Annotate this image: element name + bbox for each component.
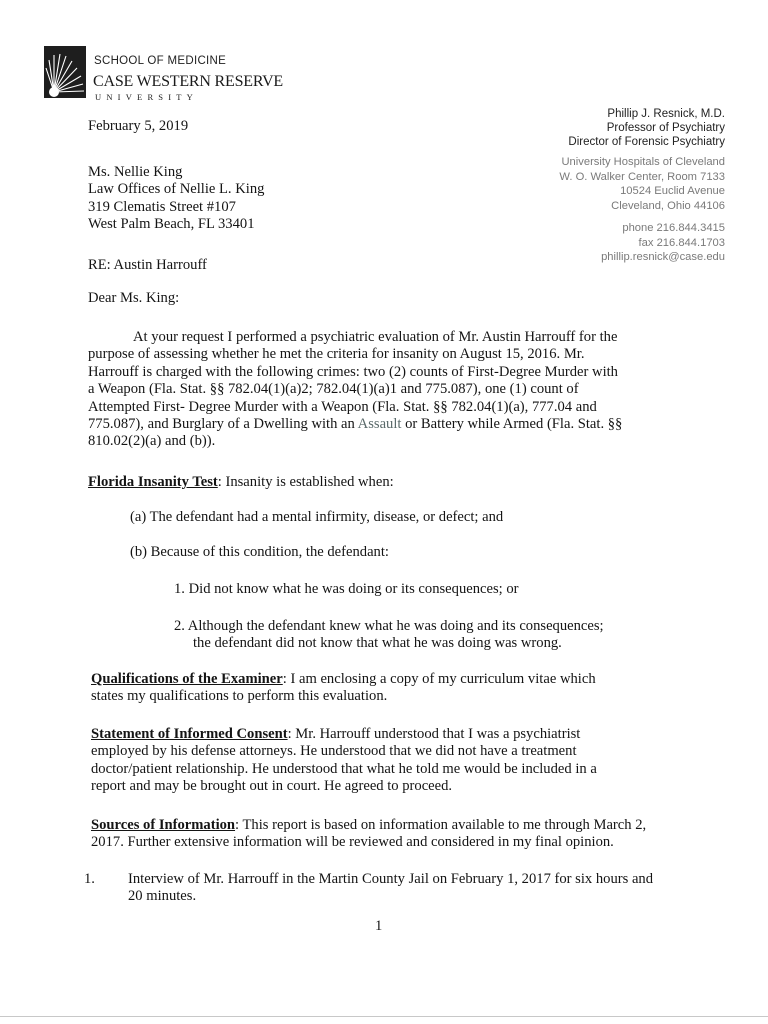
qualifications-text: : I am enclosing a copy of my curriculum vitae which (282, 671, 596, 687)
recipient-line: 319 Clematis Street #107 (88, 198, 236, 215)
sources-line (91, 817, 646, 834)
letterhead-university: UNIVERSITY (95, 92, 198, 102)
sender-phone: phone 216.844.3415 (622, 222, 725, 234)
sender-block (568, 107, 725, 149)
intro-fragment-assault: Assault (357, 416, 402, 433)
intro-line: Attempted First- Degree Murder with a Weapon (Fla. Stat. §§ 782.04(1)(a), 777.04 and (88, 398, 597, 415)
sources-item-line: 20 minutes. (128, 888, 197, 905)
insanity-test-item-2 (174, 618, 604, 653)
sender-email[interactable]: phillip.resnick@case.edu (601, 251, 725, 263)
recipient-line: Law Offices of Nellie L. King (88, 181, 265, 198)
qualifications-heading: Qualifications of the Examiner (91, 671, 283, 687)
insanity-test-item-1: 1. Did not know what he was doing or its consequences; or (174, 581, 519, 597)
qualifications-paragraph (91, 671, 596, 706)
consent-line: employed by his defense attorneys. He understood that we did not have a treatment (91, 743, 577, 760)
intro-line: 810.02(2)(a) and (b)). (88, 433, 216, 450)
item2-line: 2. Although the defendant knew what he was doing and its consequences; (174, 618, 604, 634)
recipient-line: Ms. Nellie King (88, 164, 183, 180)
consent-text: : Mr. Harrouff understood that I was a psychiatrist (287, 726, 581, 742)
sources-line: 2017. Further extensive information will be reviewed and considered in my final opinion. (91, 834, 614, 851)
sources-item-1 (128, 871, 653, 906)
intro-line (88, 416, 622, 433)
intro-line: a Weapon (Fla. Stat. §§ 782.04(1)(a)2; 782.04(1)(a)1 and 775.087), one (1) count of (88, 381, 579, 398)
letter-date: February 5, 2019 (88, 118, 189, 134)
sender-contact (601, 221, 725, 265)
sender-name: Phillip J. Resnick, M.D. (607, 108, 725, 120)
insanity-test-text: : Insanity is established when: (217, 474, 394, 490)
sender-role: Director of Forensic Psychiatry (568, 136, 725, 148)
consent-paragraph (91, 726, 597, 796)
consent-heading: Statement of Informed Consent (91, 726, 288, 742)
sources-paragraph (91, 817, 646, 852)
insanity-test-a: (a) The defendant had a mental infirmity, disease, or defect; and (130, 509, 504, 525)
intro-fragment: or Battery while Armed (Fla. Stat. §§ (401, 416, 623, 433)
consent-line: report and may be brought out in court. He agreed to proceed. (91, 778, 453, 795)
sources-item-number: 1. (84, 871, 95, 887)
sources-text: : This report is based on information available to me through March 2, (235, 817, 647, 833)
sources-heading: Sources of Information (91, 817, 236, 833)
insanity-test-heading: Florida Insanity Test (88, 474, 218, 490)
intro-line: purpose of assessing whether he met the criteria for insanity on August 15, 2016. Mr. (88, 346, 585, 363)
sender-address (559, 155, 725, 213)
insanity-test-heading-line (88, 474, 394, 491)
address-line: Cleveland, Ohio 44106 (611, 199, 725, 212)
address-line: University Hospitals of Cleveland (561, 156, 725, 168)
scan-edge-divider (0, 1016, 768, 1017)
letterhead-school: SCHOOL OF MEDICINE (94, 55, 227, 67)
qualifications-line: states my qualifications to perform this evaluation. (91, 688, 388, 705)
university-logo-icon (44, 46, 86, 98)
consent-line: doctor/patient relationship. He understood that what he told me would be included in a (91, 760, 597, 777)
recipient-block (88, 164, 264, 234)
intro-line: At your request I performed a psychiatric evaluation of Mr. Austin Harrouff for the (133, 329, 618, 345)
recipient-line: West Palm Beach, FL 33401 (88, 216, 255, 233)
address-line: 10524 Euclid Avenue (620, 185, 725, 197)
qualifications-line (91, 671, 596, 688)
sources-item-line: Interview of Mr. Harrouff in the Martin County Jail on February 1, 2017 for six hours and (128, 871, 654, 887)
salutation: Dear Ms. King: (88, 290, 180, 306)
page-number: 1 (375, 918, 383, 934)
re-line: RE: Austin Harrouff (88, 257, 207, 273)
consent-line (91, 726, 597, 743)
letterhead-institution: CASE WESTERN RESERVE (93, 73, 283, 90)
intro-fragment: 775.087), and Burglary of a Dwelling with an (88, 416, 358, 433)
sender-title: Professor of Psychiatry (606, 122, 725, 134)
sender-fax: fax 216.844.1703 (638, 236, 725, 249)
address-line: W. O. Walker Center, Room 7133 (559, 170, 725, 183)
insanity-test-b: (b) Because of this condition, the defendant: (130, 544, 389, 560)
intro-paragraph (88, 329, 622, 451)
intro-line: Harrouff is charged with the following crimes: two (2) counts of First-Degree Murder with (88, 363, 618, 380)
item2-line: the defendant did not know that what he was doing was wrong. (193, 635, 562, 652)
